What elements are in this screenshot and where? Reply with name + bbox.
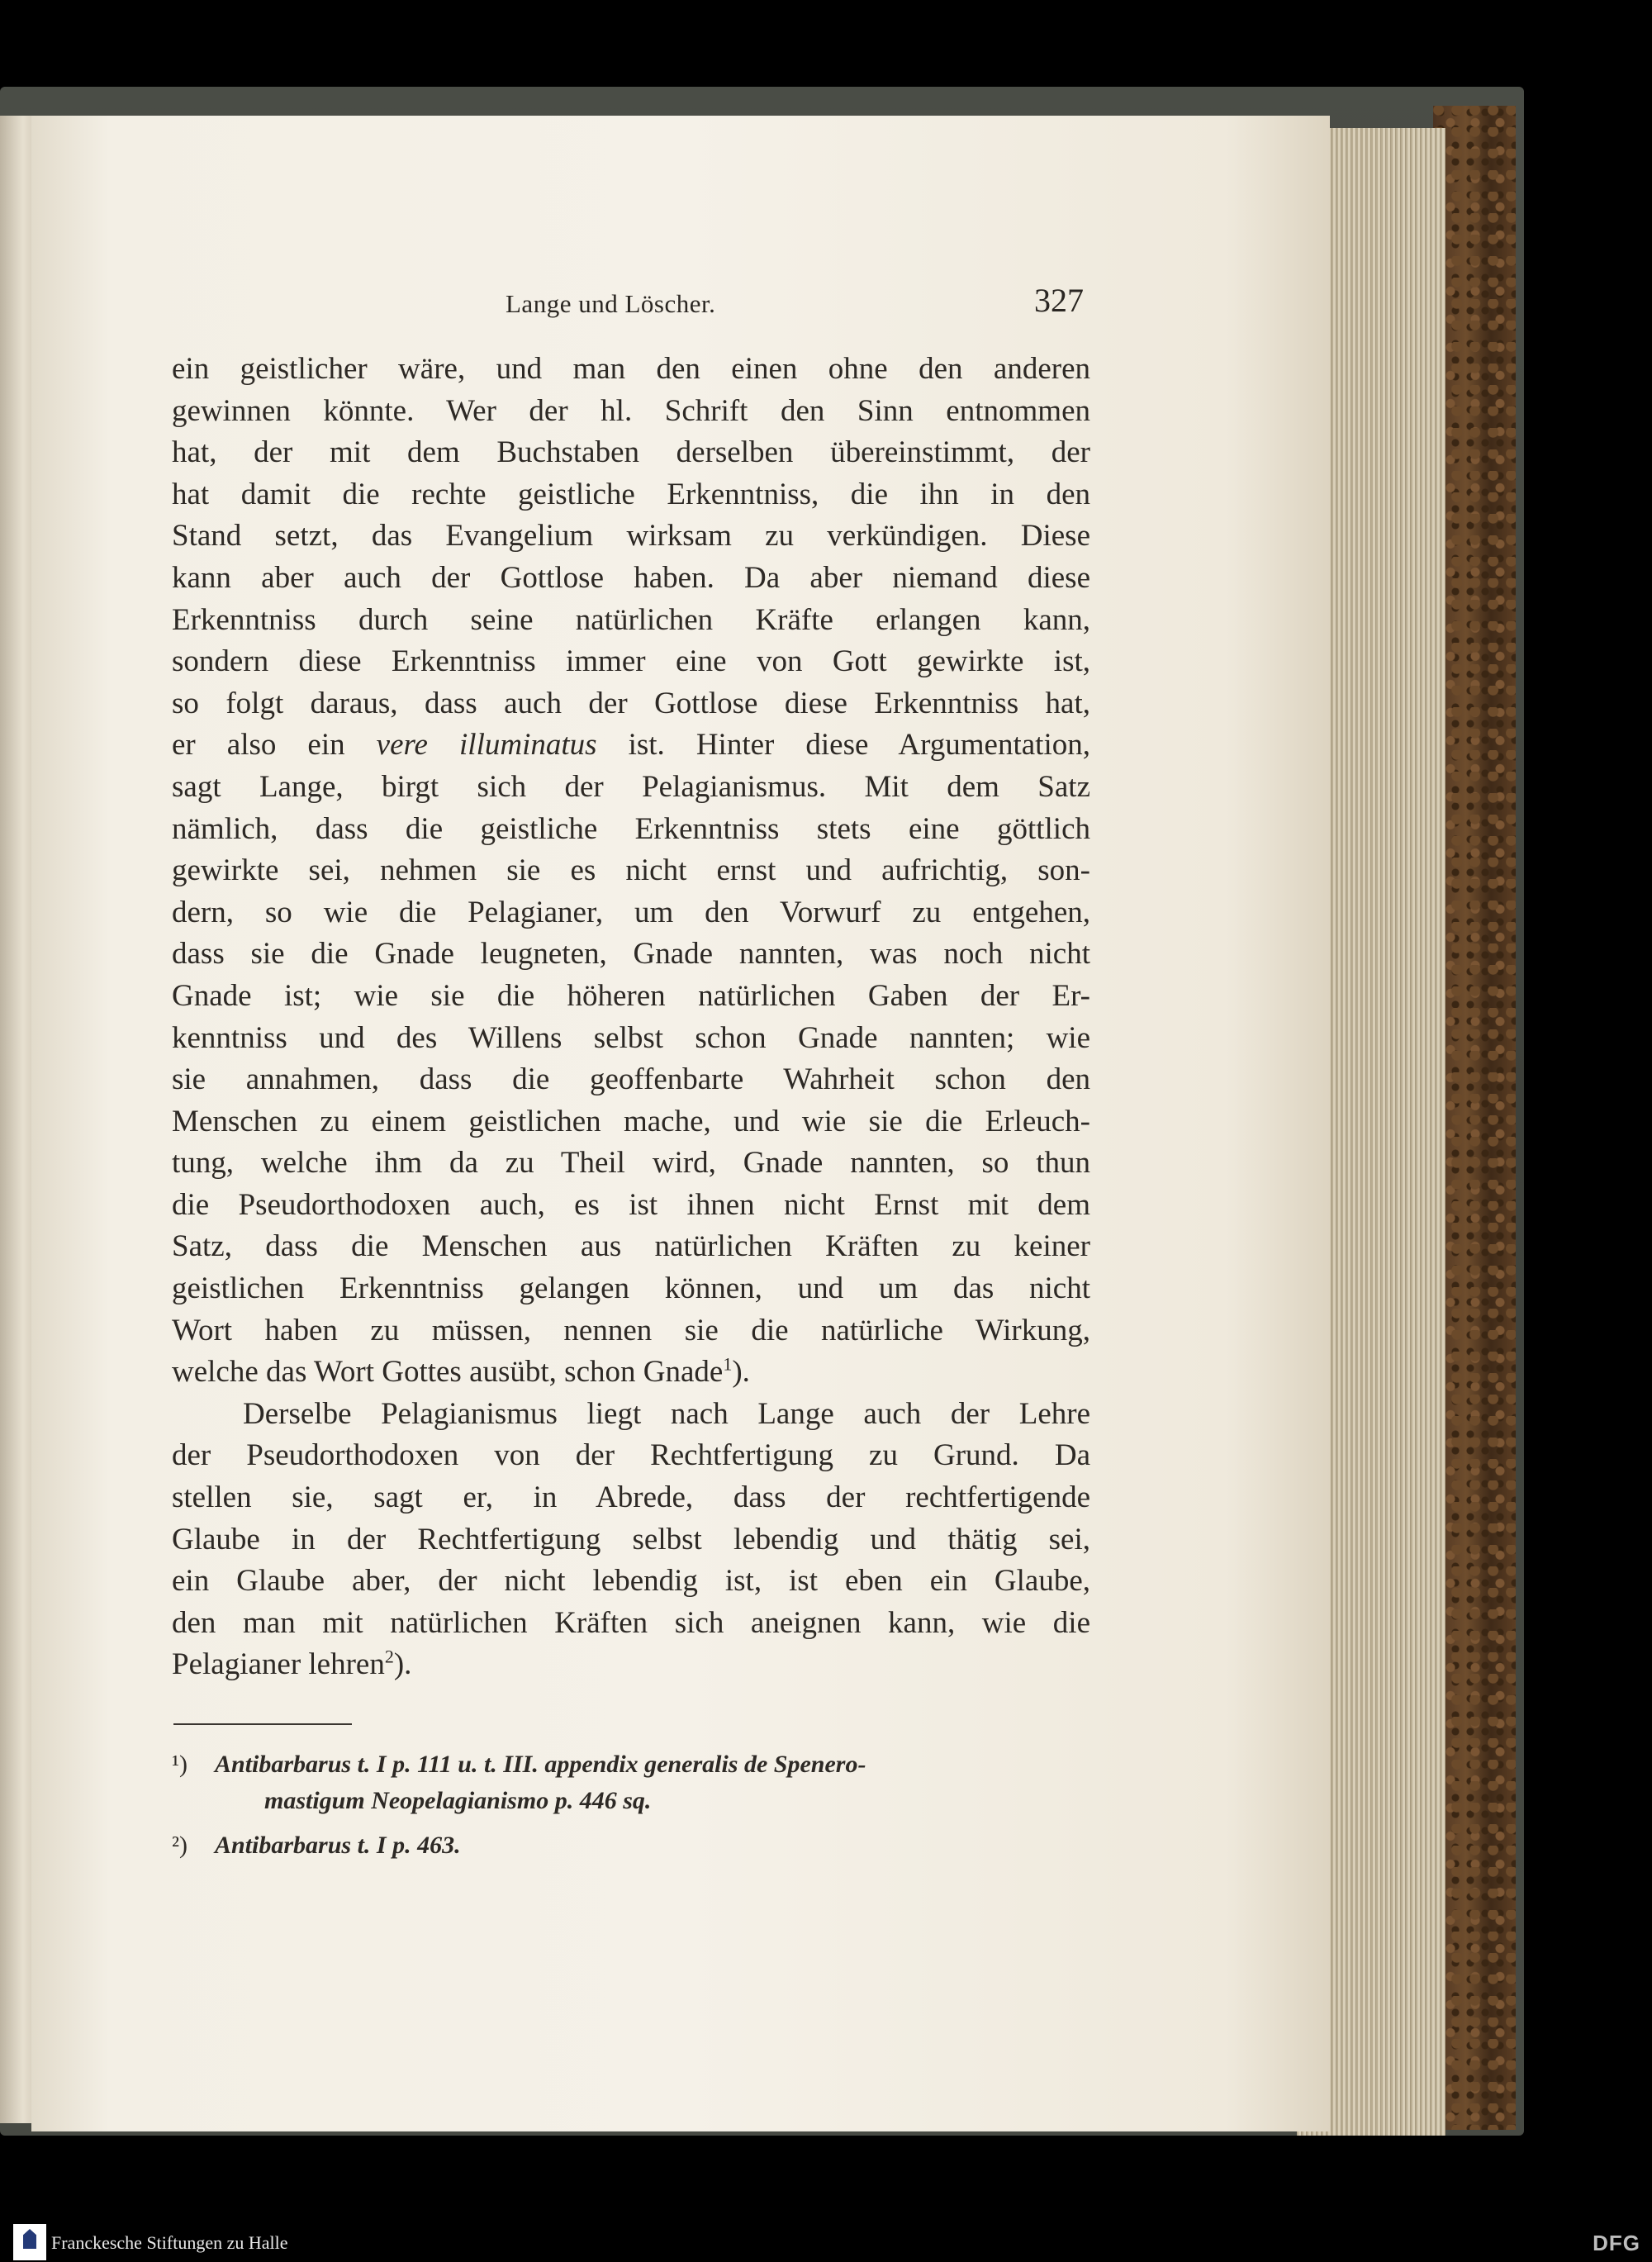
text-line: hat damit die rechte geistliche Erkenntniss, die ihn in den: [172, 477, 1090, 511]
text-line: kann aber auch der Gottlose haben. Da aber niemand diese: [172, 560, 1090, 595]
running-head: Lange und Löscher.: [506, 289, 716, 318]
left-page-edge: [0, 116, 33, 2123]
text-line: Gnade ist; wie sie die höheren natürlichen Gaben der Er-: [172, 978, 1090, 1013]
text-line: kenntniss und des Willens selbst schon Gnade nannten; wie: [172, 1020, 1090, 1055]
text-segment: ).: [732, 1355, 750, 1390]
text-segment: welche das Wort Gottes ausübt, schon Gnade: [172, 1355, 724, 1390]
text-line: sie annahmen, dass die geoffenbarte Wahrheit schon den: [172, 1062, 1090, 1097]
footnote-ref[interactable]: 2: [384, 1647, 394, 1668]
text-line: sondern diese Erkenntniss immer eine von Gott gewirkte ist,: [172, 644, 1090, 679]
marbled-board: [1433, 106, 1516, 2130]
footnote-ref[interactable]: 1: [723, 1353, 733, 1375]
footnote: [172, 1746, 1090, 1819]
text-line: Derselbe Pelagianismus liegt nach Lange auch der Lehre: [243, 1396, 1090, 1431]
text-segment: Pelagianer lehren: [172, 1647, 385, 1682]
text-line: Wort haben zu müssen, nennen sie die natürliche Wirkung,: [172, 1313, 1090, 1347]
footnote-text: Antibarbarus t. I p. 111 u. t. III. appendix generalis de Spenero-: [215, 1751, 866, 1778]
text-line: Stand setzt, das Evangelium wirksam zu verkündigen. Diese: [172, 519, 1090, 554]
page-number: 327: [1034, 282, 1084, 319]
text-line: stellen sie, sagt er, in Abrede, dass der rechtfertigende: [172, 1480, 1090, 1515]
text-line: dern, so wie die Pelagianer, um den Vorwurf zu entgehen,: [172, 895, 1090, 929]
funder-logo: DFG: [1593, 2231, 1640, 2255]
text-line: gewinnen könnte. Wer der hl. Schrift den Sinn entnommen: [172, 393, 1090, 428]
text-line: Menschen zu einem geistlichen mache, und wie sie die Erleuch-: [172, 1104, 1090, 1138]
text-line: der Pseudorthodoxen von der Rechtfertigung zu Grund. Da: [172, 1438, 1090, 1473]
text-line: ein Glaube aber, der nicht lebendig ist, ist eben ein Glaube,: [172, 1564, 1090, 1599]
text-line: ein geistlicher wäre, und man den einen ohne den anderen: [172, 352, 1090, 386]
text-line: Glaube in der Rechtfertigung selbst lebendig und thätig sei,: [172, 1522, 1090, 1556]
footnote: [172, 1827, 1090, 1864]
institution-logo-icon: [13, 2224, 46, 2260]
institution-label: Franckesche Stiftungen zu Halle: [51, 2232, 288, 2253]
footnote-text: mastigum Neopelagianismo p. 446 sq.: [264, 1787, 652, 1814]
footnote-mark: ¹): [172, 1751, 188, 1778]
text-line: die Pseudorthodoxen auch, es ist ihnen nicht Ernst mit dem: [172, 1187, 1090, 1222]
text-line: gewirkte sei, nehmen sie es nicht ernst und aufrichtig, son-: [172, 853, 1090, 888]
text-line: tung, welche ihm da zu Theil wird, Gnade nannten, so thun: [172, 1146, 1090, 1181]
text-segment: ).: [393, 1647, 412, 1682]
footnote-mark: ²): [172, 1832, 188, 1859]
body-text: [172, 349, 1090, 1686]
italic-phrase: vere illuminatus: [376, 728, 597, 763]
text-line: Satz, dass die Menschen aus natürlichen Kräften zu keiner: [172, 1229, 1090, 1264]
text-line: geistlichen Erkenntniss gelangen können, und um das nicht: [172, 1271, 1090, 1306]
text-line-italic: [172, 725, 1090, 767]
paragraph-end-line: [172, 1644, 1090, 1686]
text-line: sagt Lange, birgt sich der Pelagianismus. Mit dem Satz: [172, 769, 1090, 804]
paragraph-end-line: [172, 1352, 1090, 1394]
text-line: so folgt daraus, dass auch der Gottlose diese Erkenntniss hat,: [172, 686, 1090, 720]
text-segment: er also ein: [172, 728, 377, 763]
text-line: hat, der mit dem Buchstaben derselben übereinstimmt, der: [172, 435, 1090, 470]
footnote-text: Antibarbarus t. I p. 463.: [215, 1832, 461, 1859]
text-line: den man mit natürlichen Kräften sich aneignen kann, wie die: [172, 1605, 1090, 1640]
text-segment: ist. Hinter diese Argumentation,: [596, 728, 1090, 763]
text-line: nämlich, dass die geistliche Erkenntniss stets eine göttlich: [172, 811, 1090, 846]
text-line: Erkenntniss durch seine natürlichen Kräfte erlangen kann,: [172, 602, 1090, 637]
footnote-separator: [173, 1723, 352, 1725]
text-line: dass sie die Gnade leugneten, Gnade nannten, was noch nicht: [172, 937, 1090, 972]
